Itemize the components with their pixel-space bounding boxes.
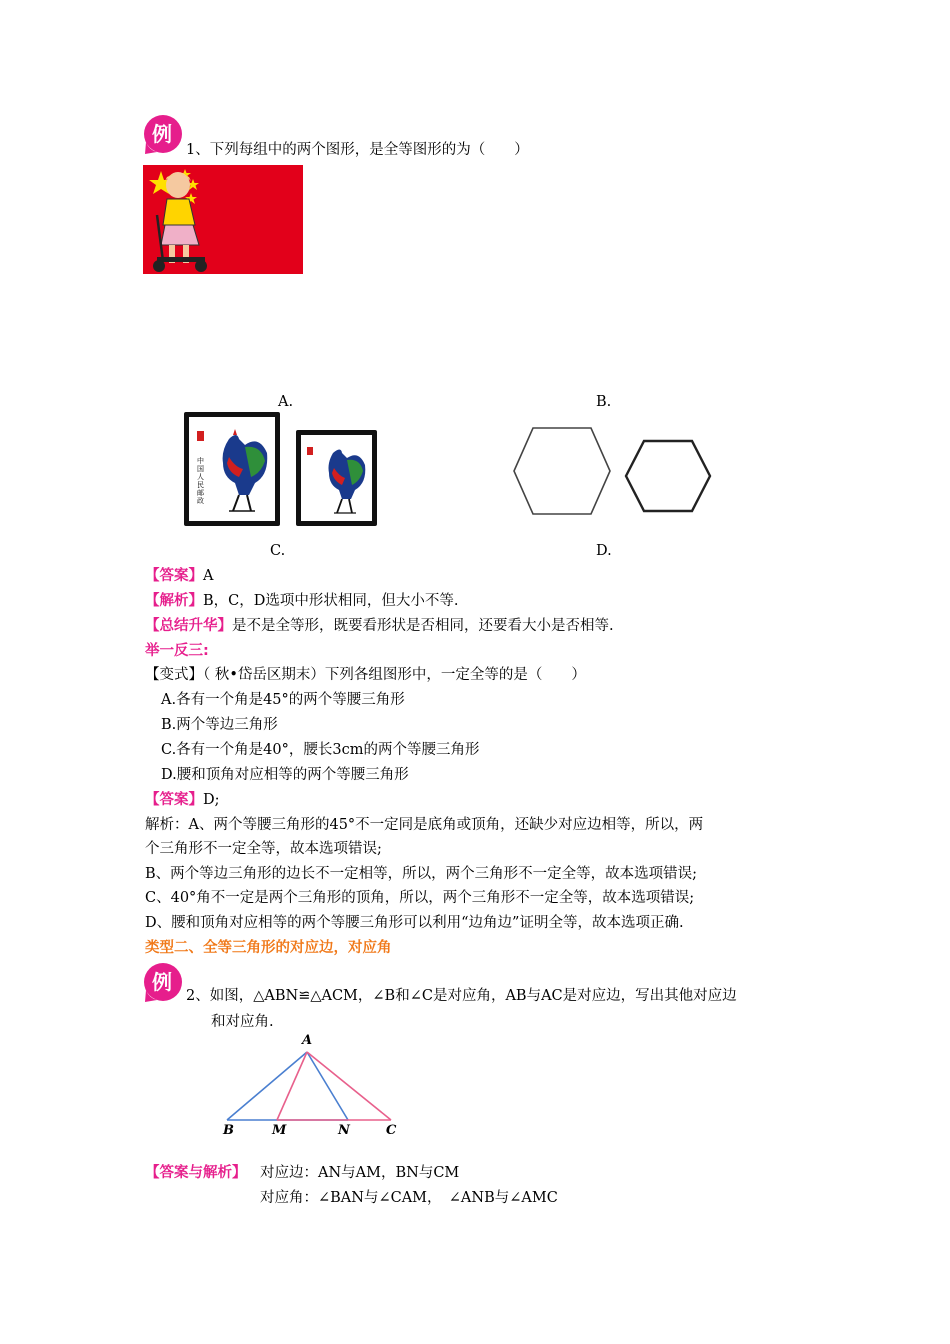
variant-analysis-line-3: B、两个等边三角形的边长不一定相等，所以，两个三角形不一定全等，故本选项错误; <box>145 866 698 882</box>
rooster-stamp-small <box>296 430 377 526</box>
question-2-line-2: 和对应角. <box>211 1014 274 1030</box>
variant-question: 【变式】（ 秋•岱岳区期末）下列各组图形中，一定全等的是（ ） <box>145 667 586 683</box>
option-b-label: B. <box>596 394 612 410</box>
stamp-vertical-text: 中国人民邮政 <box>197 457 204 505</box>
answer-value: D; <box>203 792 220 808</box>
vertex-label-a: A <box>302 1033 313 1048</box>
type-2-heading: 类型二、全等三角形的对应边，对应角 <box>145 940 392 956</box>
answer-1 <box>145 568 213 585</box>
variant-answer <box>145 792 220 809</box>
flag-child-scooter-image <box>143 165 303 274</box>
example-badge-1: 例 <box>143 114 183 154</box>
summary-1 <box>145 618 614 635</box>
variant-analysis-line-1: 解析：A、两个等腰三角形的45°不一定同是底角或顶角，还缺少对应边相等，所以，两 <box>145 817 704 833</box>
vertex-label-b: B <box>223 1123 234 1138</box>
variant-option-b: B.两个等边三角形 <box>161 717 278 733</box>
juyi-fansan-heading: 举一反三: <box>145 643 209 659</box>
vertex-label-c: C <box>386 1123 397 1138</box>
example-badge-2: 例 <box>143 962 183 1002</box>
vertex-label-m: M <box>272 1123 287 1138</box>
variant-analysis-line-4: C、40°角不一定是两个三角形的顶角，所以，两个三角形不一定全等，故本选项错误; <box>145 890 695 906</box>
vertex-label-n: N <box>338 1123 350 1138</box>
hexagons-figure <box>505 425 715 520</box>
answer-tag: 【答案】 <box>145 792 203 808</box>
analysis-tag: 【解析】 <box>145 593 203 609</box>
question-2-line-1: 2、如图，△ABN≌△ACM，∠B和∠C是对应角，AB与AC是对应边，写出其他对应边 <box>186 988 737 1004</box>
variant-analysis-line-5: D、腰和顶角对应相等的两个等腰三角形可以利用“边角边”证明全等，故本选项正确. <box>145 915 684 931</box>
answer-2-line-1: 对应边：AN与AM，BN与CM <box>260 1165 460 1181</box>
summary-text: 是不是全等形，既要看形状是否相同，还要看大小是否相等. <box>232 618 614 634</box>
variant-analysis-line-2: 个三角形不一定全等，故本选项错误; <box>145 841 382 857</box>
answer-analysis-tag: 【答案与解析】 <box>145 1165 247 1181</box>
variant-option-c: C.各有一个角是40°，腰长3cm的两个等腰三角形 <box>161 742 480 758</box>
question-1-text: 1、下列每组中的两个图形，是全等图形的为（ ） <box>186 142 529 158</box>
answer-tag: 【答案】 <box>145 568 203 584</box>
variant-option-d: D.腰和顶角对应相等的两个等腰三角形 <box>161 767 409 783</box>
option-d-label: D. <box>596 543 612 559</box>
answer-2-line-2: 对应角：∠BAN与∠CAM， ∠ANB与∠AMC <box>260 1190 558 1206</box>
analysis-text: B，C，D选项中形状相同，但大小不等. <box>203 593 459 609</box>
variant-option-a: A.各有一个角是45°的两个等腰三角形 <box>161 692 405 708</box>
summary-tag: 【总结升华】 <box>145 618 232 634</box>
option-a-label: A. <box>278 394 294 410</box>
option-c-label: C. <box>270 543 286 559</box>
rooster-stamp-large <box>184 412 280 526</box>
triangle-figure <box>205 1040 415 1140</box>
analysis-1 <box>145 593 458 610</box>
answer-value: A <box>203 568 214 584</box>
